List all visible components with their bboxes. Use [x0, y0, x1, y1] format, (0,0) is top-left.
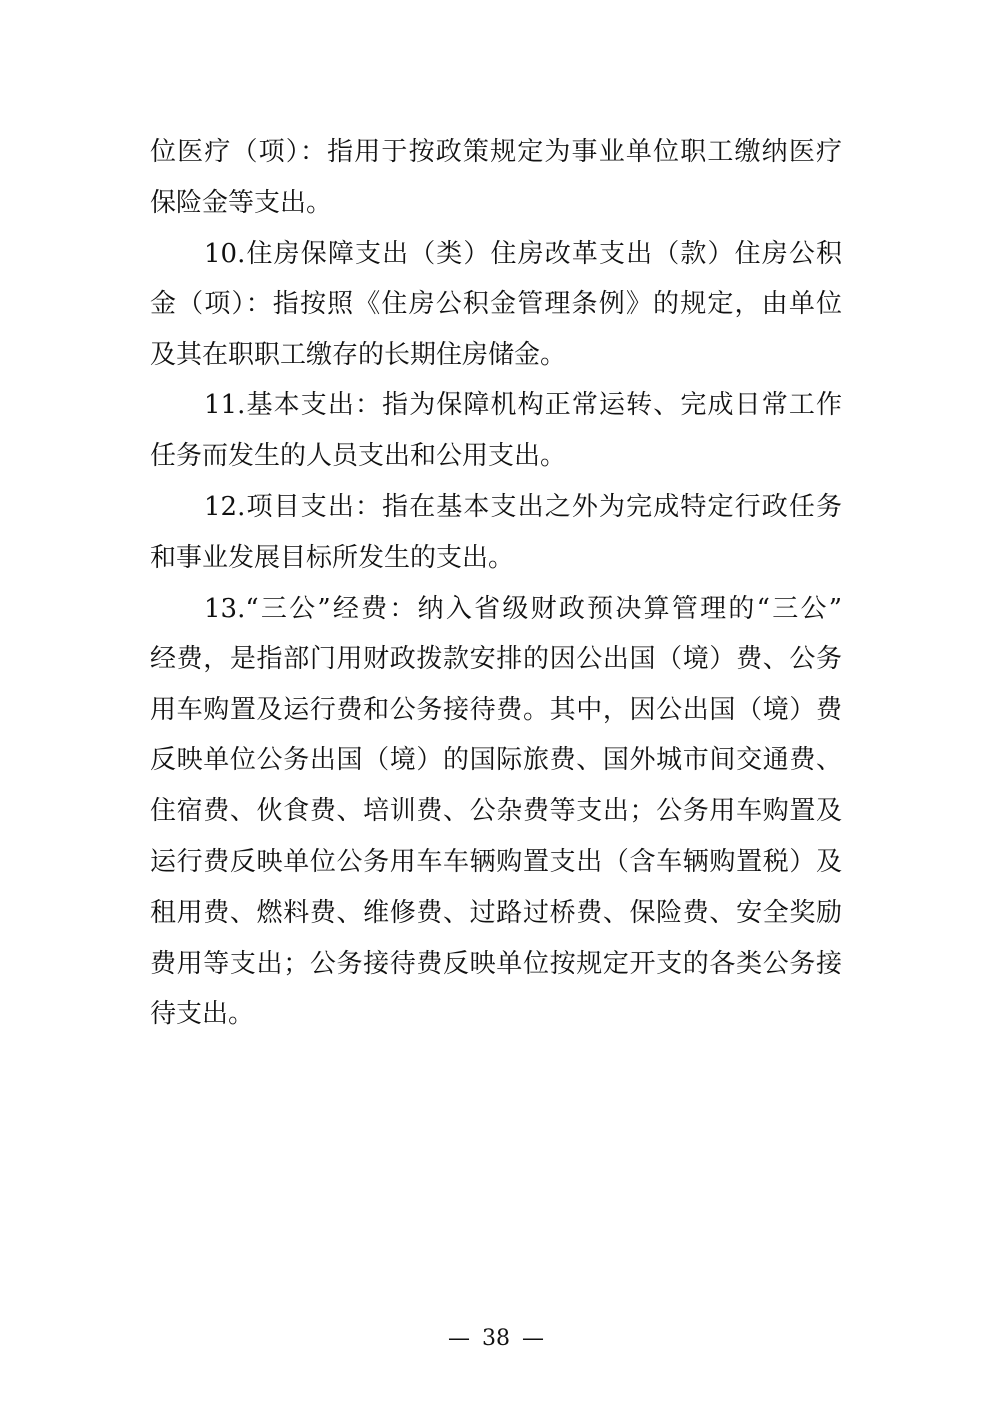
text-line-17: 费用等支出；公务接待费反映单位按规定开支的各类公务接: [150, 949, 842, 979]
text-line-6: 11.基本支出：指为保障机构正常运转、完成日常工作: [204, 390, 842, 420]
text-line-10: 13.“三公”经费：纳入省级财政预决算管理的“三公”: [204, 594, 842, 624]
text-line-8: 12.项目支出：指在基本支出之外为完成特定行政任务: [204, 492, 842, 522]
text-line-14: 住宿费、伙食费、培训费、公杂费等支出；公务用车购置及: [150, 796, 842, 826]
text-line-13: 反映单位公务出国（境）的国际旅费、国外城市间交通费、: [150, 745, 842, 775]
text-line-11: 经费，是指部门用财政拨款安排的因公出国（境）费、公务: [150, 644, 842, 674]
text-line-9: 和事业发展目标所发生的支出。: [150, 543, 515, 573]
text-line-16: 租用费、燃料费、维修费、过路过桥费、保险费、安全奖励: [150, 898, 842, 928]
footer-dash-right: —: [522, 1326, 544, 1351]
text-line-2: 保险金等支出。: [150, 188, 333, 218]
page-number: 38: [482, 1326, 510, 1351]
text-line-18: 待支出。: [150, 999, 255, 1029]
text-line-7: 任务而发生的人员支出和公用支出。: [150, 441, 567, 471]
text-line-12: 用车购置及运行费和公务接待费。其中，因公出国（境）费: [150, 695, 842, 725]
page-footer: [0, 1319, 992, 1359]
text-line-1: 位医疗（项）：指用于按政策规定为事业单位职工缴纳医疗: [150, 137, 842, 167]
text-line-5: 及其在职职工缴存的长期住房储金。: [150, 340, 567, 370]
text-line-3: 10.住房保障支出（类）住房改革支出（款）住房公积: [204, 239, 842, 269]
footer-dash-left: —: [448, 1326, 470, 1351]
text-line-4: 金（项）：指按照《住房公积金管理条例》的规定，由单位: [150, 289, 842, 319]
text-line-15: 运行费反映单位公务用车车辆购置支出（含车辆购置税）及: [150, 847, 842, 877]
